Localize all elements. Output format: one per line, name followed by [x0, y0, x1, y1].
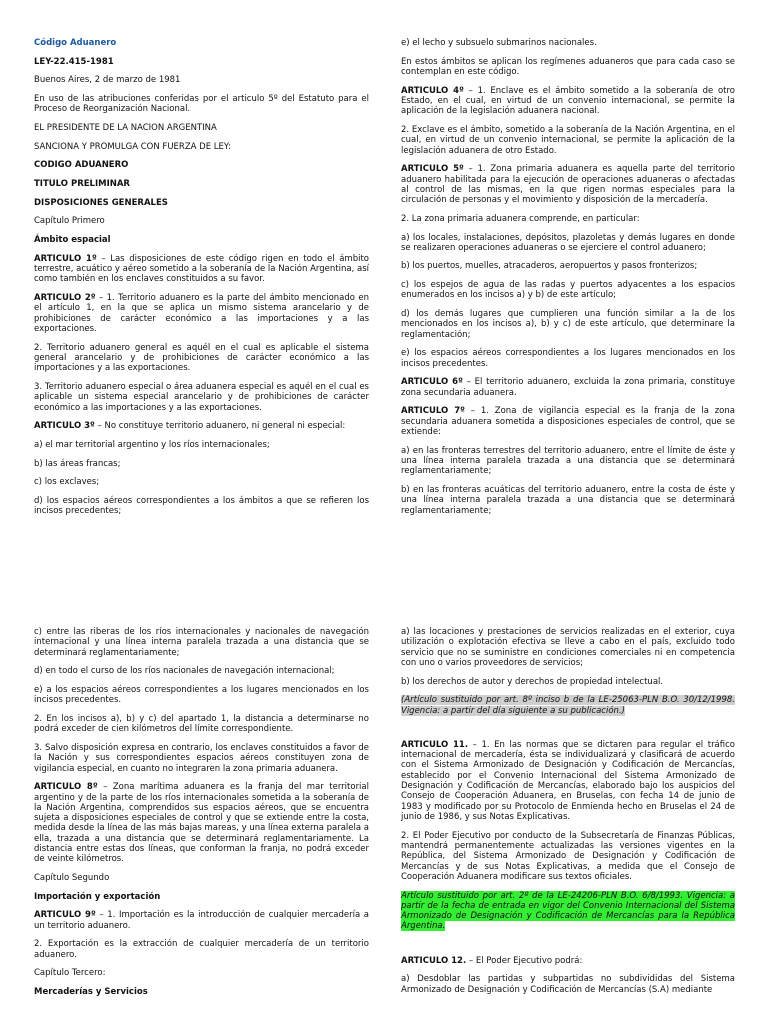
- article-text: – Las disposiciones de este código rigen en todo el ámbito terrestre, acuático y aéreo sometido a la soberanía de la Nación Argentina, así como también en los enclaves constituidos a su favor.: [34, 253, 369, 285]
- paragraph: b) los puertos, muelles, atracaderos, aeropuertos y pasos fronterizos;: [401, 261, 698, 272]
- article-heading: ARTICULO 4º: [401, 85, 464, 96]
- column-left: [34, 38, 369, 525]
- paragraph: Capítulo Segundo: [34, 872, 110, 883]
- article-paragraph: [401, 164, 735, 205]
- paragraph: b) las áreas francas;: [34, 458, 121, 469]
- paragraph: 3. Salvo disposición expresa en contrario, los enclaves constituidos a favor de la Nación y sus correspondientes espacios aéreos constituyen zona de vigilancia especial, en cuanto no integraren la zona primaria aduanera.: [34, 742, 369, 774]
- section-heading: [34, 987, 369, 997]
- article-text: – Zona marítima aduanera es la franja del mar territorial argentino y de la parte de los ríos internacionales sometida a la soberanía de la Nación Argentina, comprendidos sus espacios aéreos, que se encuentra sujeta a disposiciones especiales de control y que se extiende entre la costa, medida desde la línea de las más bajas mareas, y una línea externa paralela a ella, trazada a una distancia que se determinará reglamentariamente. La distancia entre estas dos líneas, que conforman la franja, no podrá exceder de veinte kilómetros.: [34, 782, 369, 865]
- paragraph: 2. Territorio aduanero general es aquél en el cual es aplicable el sistema general arancelario y de prohibiciones de carácter económico a las importaciones y a las exportaciones.: [34, 342, 369, 374]
- paragraph: d) los espacios aéreos correspondientes a los ámbitos a que se refieren los incisos precedentes;: [34, 496, 369, 517]
- paragraph: b) en las fronteras acuáticas del territorio aduanero, entre la costa de éste y una línea interna paralela trazada a una distancia que se determinará reglamentariamente;: [401, 484, 735, 516]
- paragraph: 2. Exclave es el ámbito, sometido a la soberanía de la Nación Argentina, en el cual, en virtud de un convenio internacional, se permite la aplicación de la legislación aduanera de otro Estado.: [401, 124, 735, 156]
- paragraph: a) el mar territorial argentino y los ríos internacionales;: [34, 439, 270, 450]
- document-title-link: [34, 38, 369, 48]
- paragraph: Buenos Aires, 2 de marzo de 1981: [34, 75, 181, 86]
- article-heading: ARTICULO 11.: [401, 739, 469, 750]
- paragraph: 2. En los incisos a), b) y c) del apartado 1, la distancia a determinarse no podrá exceder de cien kilómetros del límite correspondiente.: [34, 713, 369, 735]
- paragraph: a) los locales, instalaciones, depósitos, plazoletas y demás lugares en donde se realizaren operaciones aduaneras o se ejerciere el control aduanero;: [401, 232, 735, 253]
- paragraph: c) los espejos de agua de las radas y puertos adyacentes a los espacios enumerados en los incisos a) y b) de este artículo;: [401, 280, 735, 301]
- paragraph: 2. Exportación es la extracción de cualquier mercadería de un territorio aduanero.: [34, 939, 369, 960]
- paragraph: 3. Territorio aduanero especial o área aduanera especial es aquél en el cual es aplicable un sistema especial arancelario y de prohibiciones de carácter económico a las importaciones y a las exportaciones.: [34, 382, 369, 413]
- paragraph: e) a los espacios aéreos correspondientes a los lugares mencionados en los incisos precedentes.: [34, 684, 369, 706]
- paragraph: d) en todo el curso de los ríos nacionales de navegación internacional;: [34, 666, 335, 677]
- amendment-note-text: Artículo sustituido por art. 2º de la LE-24206-PLN B.O. 6/8/1993. Vigencia: a partir de la fecha de entrada en vigor del Convenio Internacional del Sistema Armonizado de Designación y Codificación de Mercancías para la República Argentina.: [401, 890, 735, 932]
- article-text: – 1. Importación es la introducción de cualquier mercadería a un territorio aduanero.: [34, 910, 369, 931]
- paragraph: d) los demás lugares que cumplieren una función similar a la de los mencionados en los incisos a), b) y c) de este artículo, que determinare la reglamentación;: [401, 309, 735, 340]
- article-text: – 1. En las normas que se dictaren para regular el tráfico internacional de mercadería, ésta se individualizará y clasificará de acuerdo con el Sistema Armonizado de Designación y Codificación de Mercancías, establecido por el Convenio Internacional del Sistema Armonizado de Designación y Codificación de Mercancías, elaborado bajo los auspicios del Consejo de Cooperación Aduanera, en Bruselas, con fecha 14 de junio de 1983 y modificado por su Protocolo de Enmienda hecho en Bruselas el 24 de junio de 1986, y sus Notas Explicativas.: [401, 739, 735, 822]
- paragraph: c) los exclaves;: [34, 477, 100, 488]
- page-bottom-section: [0, 620, 768, 1024]
- paragraph: 2. El Poder Ejecutivo por conducto de la Subsecretaría de Finanzas Públicas, mantendrá permanentemente actualizadas las versiones vigentes en la República, del Sistema Armonizado de Designación y Codificación de Mercancías y de sus Notas Explicativas, a medida que el Consejo de Cooperación Aduanera modificare sus textos oficiales.: [401, 830, 735, 882]
- article-text: – 1. Territorio aduanero es la parte del ámbito mencionado en el artículo 1, en la que se aplica un mismo sistema arancelario y de prohibiciones de carácter económico a las importaciones y a las exportaciones.: [34, 293, 369, 335]
- article-text: – No constituye territorio aduanero, ni general ni especial:: [94, 421, 346, 432]
- paragraph: b) los derechos de autor y derechos de propiedad intelectual.: [401, 676, 664, 687]
- article-heading: ARTICULO 12.: [401, 955, 467, 966]
- section-heading: [34, 198, 369, 208]
- article-paragraph: [34, 421, 369, 431]
- article-paragraph: [34, 782, 369, 864]
- amendment-note-text: (Artículo sustituido por art. 8º inciso b de la LE-25063-PLN B.O. 30/12/1998. Vigencia: a partir del día siguiente a su publicación.): [401, 695, 735, 716]
- section-heading: [34, 892, 369, 902]
- section-heading: [34, 57, 369, 67]
- article-text: – El territorio aduanero, excluida la zona primaria, constituye zona secundaria aduanera.: [401, 377, 735, 398]
- section-heading-text: Importación y exportación: [34, 891, 161, 902]
- article-paragraph: [34, 293, 369, 334]
- paragraph: Capítulo Tercero:: [34, 968, 106, 979]
- paragraph: a) las locaciones y prestaciones de servicios realizadas en el exterior, cuya utilización o explotación efectiva se lleve a cabo en el país, excluido todo servicio que no se suministre en condiciones comerciales ni en competencia con uno o varios proveedores de servicios;: [401, 627, 735, 668]
- amendment-note: [401, 891, 735, 932]
- paragraph: 2. La zona primaria aduanera comprende, en particular:: [401, 213, 640, 224]
- paragraph: e) los espacios aéreos correspondientes a los lugares mencionados en los incisos precedentes.: [401, 348, 735, 369]
- paragraph: e) el lecho y subsuelo submarinos nacionales.: [401, 38, 597, 48]
- article-paragraph: [401, 956, 735, 966]
- article-heading: ARTICULO 1º: [34, 253, 97, 264]
- document-title-link-text[interactable]: Código Aduanero: [34, 38, 117, 48]
- article-text: – 1. Enclave es el ámbito sometido a la soberanía de otro Estado, en el cual, en virtud de un convenio internacional, se permite la aplicación de la legislación aduanera nacional.: [401, 85, 735, 117]
- article-paragraph: [401, 377, 735, 398]
- article-text: – El Poder Ejecutivo podrá:: [466, 955, 583, 966]
- paragraph: En uso de las atribuciones conferidas por el articulo 5º del Estatuto para el Proceso de Reorganización Nacional.: [34, 94, 369, 115]
- article-heading: ARTICULO 6º: [401, 377, 463, 388]
- section-heading-text: Ámbito espacial: [34, 235, 111, 246]
- paragraph: Capítulo Primero: [34, 216, 105, 227]
- paragraph: a) Desdoblar las partidas y subpartidas no subdivididas del Sistema Armonizado de Designación y Codificación de Mercancías (S.A) mediante: [401, 974, 735, 995]
- article-heading: ARTICULO 7º: [401, 406, 465, 417]
- article-paragraph: [34, 254, 369, 285]
- article-text: – 1. Zona primaria aduanera es aquella parte del territorio aduanero habilitada para la ejecución de operaciones aduaneras o afectadas al control de las mismas, en la que rigen normas especiales para la circulación de personas y el movimiento y disposición de la mercadería.: [401, 164, 735, 206]
- section-heading-text: CODIGO ADUANERO: [34, 160, 129, 171]
- article-heading: ARTICULO 9º: [34, 910, 96, 921]
- section-heading: [34, 179, 369, 189]
- section-heading-text: DISPOSICIONES GENERALES: [34, 197, 168, 208]
- article-heading: ARTICULO 3º: [34, 421, 95, 432]
- paragraph: a) en las fronteras terrestres del territorio aduanero, entre el límite de éste y una línea interna paralela trazada a una distancia que se determinará reglamentariamente;: [401, 445, 735, 477]
- article-text: – 1. Zona de vigilancia especial es la franja de la zona secundaria aduanera sometida a disposiciones especiales de control, que se extiende:: [401, 406, 735, 437]
- article-heading: ARTICULO 8º: [34, 782, 98, 793]
- paragraph: EL PRESIDENTE DE LA NACION ARGENTINA: [34, 123, 217, 134]
- article-heading: ARTICULO 2º: [34, 293, 96, 304]
- article-paragraph: [34, 910, 369, 931]
- paragraph: SANCIONA Y PROMULGA CON FUERZA DE LEY:: [34, 141, 231, 152]
- amendment-note: [401, 695, 735, 716]
- section-heading-text: Mercaderías y Servicios: [34, 987, 148, 998]
- section-heading-text: LEY-22.415-1981: [34, 56, 114, 67]
- paragraph: c) entre las riberas de los ríos internacionales y nacionales de navegación internacional y una línea interna paralela trazada a una distancia que se determinará reglamentariamente;: [34, 627, 369, 658]
- column-right: [401, 627, 735, 1003]
- section-heading-text: TITULO PRELIMINAR: [34, 179, 130, 190]
- article-heading: ARTICULO 5º: [401, 164, 464, 175]
- article-paragraph: [401, 406, 735, 437]
- article-paragraph: [401, 740, 735, 822]
- paragraph: En estos ámbitos se aplican los regímenes aduaneros que para cada caso se contemplan en este código.: [401, 56, 735, 77]
- article-paragraph: [401, 86, 735, 117]
- section-heading: [34, 235, 369, 245]
- column-right: [401, 38, 735, 524]
- section-heading: [34, 160, 369, 170]
- column-left: [34, 627, 369, 1006]
